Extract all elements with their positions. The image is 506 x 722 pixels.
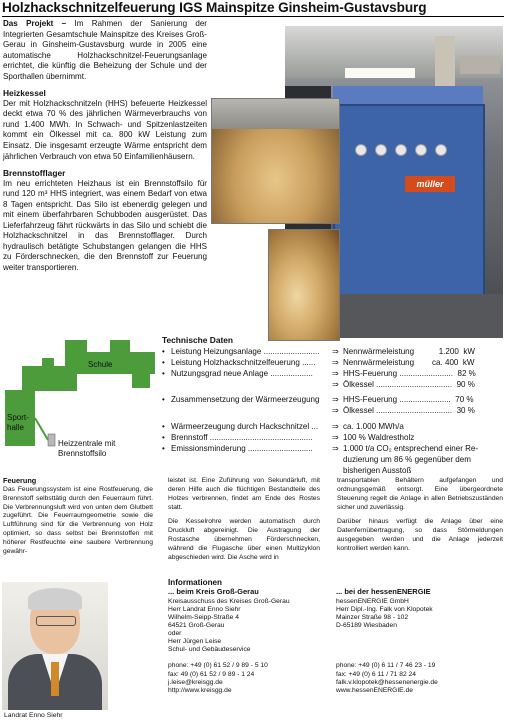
technische-daten-heading: Technische Daten xyxy=(162,335,234,345)
row-label: Wärmeerzeugung durch Hackschnitzel ... xyxy=(171,422,319,432)
row-bullet xyxy=(162,455,171,466)
row-bullet: • xyxy=(162,433,165,443)
contact-line: Kreisausschuss des Kreises Groß-Gerau xyxy=(168,598,290,606)
heizkessel-text: Der mit Holzhackschnitzeln (HHS) befeuerte Heizkessel deckt etwa 70 % des jährlichen Wärmeverbrauchs von rund 1.400 MWh. In Schwach- und Spitzenlastzeiten kommt ein Ölkessel mit ca. 800 kW Leistung zum Einsatz. Die insgesamt erzeugte Wärme entspricht dem jährlichen Verbrauch von etwa 50 Einfamilienhäusern. xyxy=(3,98,207,161)
row-value: HHS-Feuerung ....................... 70 % xyxy=(343,395,474,405)
row-value: Ölkessel .................................. 90 % xyxy=(343,379,475,389)
boiler-photo-unit xyxy=(333,104,485,303)
plan-label-sporthalle: halle xyxy=(7,423,24,432)
row-value: 1.000 t/a CO₂ entsprechend einer Re- xyxy=(343,444,479,454)
informationen-heading: Informationen xyxy=(168,578,222,587)
contact-line: 64521 Groß-Gerau xyxy=(168,622,225,630)
plan-label-heizzentrale: Brennstoffsilo xyxy=(58,449,107,458)
row-bullet: • xyxy=(162,368,165,378)
row-arrow-icon: ⇒ xyxy=(332,395,339,405)
contact-line: Herr Dipl.-Ing. Falk von Klopotek xyxy=(336,606,433,614)
informationen xyxy=(168,579,504,695)
woodchip-silo-photo xyxy=(211,98,340,224)
contact-line: oder xyxy=(168,630,182,638)
row-bullet: • xyxy=(162,346,165,356)
row-arrow-icon: ⇒ xyxy=(332,422,339,432)
boiler-photo-light xyxy=(345,68,415,78)
contact-kreis xyxy=(168,588,336,695)
technische-daten-row xyxy=(162,466,504,477)
plan-label-sporthalle: Sport- xyxy=(7,413,29,422)
contact-kreis-heading: ... beim Kreis Groß-Gerau xyxy=(168,587,259,597)
technische-daten-row xyxy=(162,444,504,455)
technische-daten xyxy=(162,335,504,477)
boiler-photo-gauge xyxy=(415,144,427,156)
feuerung-heading: Feuerung xyxy=(3,476,37,485)
feuerung-column-1 xyxy=(3,477,153,563)
plan-label-schule: Schule xyxy=(88,360,113,369)
technische-daten-row xyxy=(162,406,504,417)
row-value: 100 % Waldrestholz xyxy=(343,433,415,443)
technische-daten-row xyxy=(162,422,504,433)
feuerung-text: Die Kesselrohre werden automatisch durch Druckluft abgereinigt. Die Austragung der Rostasche übernehmen Förderschnecken, während die Flugasche über einen Multizyklon abgeschieden wird. Die Asche wird in xyxy=(168,518,320,561)
row-label: Nutzungsgrad neue Anlage ................... xyxy=(171,368,313,378)
feuerung-text: Darüber hinaus verfügt die Anlage über eine Datenfernübertragung, so dass Störmeldungen ausgegeben werden und die Anlage jederzeit kontrolliert werden kann. xyxy=(337,518,503,552)
row-arrow-icon: ⇒ xyxy=(332,433,339,443)
woodchip-silo-wall xyxy=(212,99,339,129)
contact-hessen-heading: ... bei der hessenENERGIE xyxy=(336,587,431,597)
contact-fax: fax: 49 (0) 61 52 / 9 89 - 1 24 xyxy=(168,670,255,678)
contact-line: Herr Jürgen Leise xyxy=(168,638,222,646)
row-value: Nennwärmeleistung 1.200 kW xyxy=(343,346,475,356)
contact-line: D-65189 Wiesbaden xyxy=(336,622,397,630)
boiler-brand-logo: müller xyxy=(405,176,455,192)
row-bullet: • xyxy=(162,395,165,405)
row-value: bisherigen Ausstoß xyxy=(343,465,412,475)
contact-email-link[interactable]: j.leise@kreisgg.de xyxy=(168,678,223,686)
left-column xyxy=(3,19,207,280)
row-label: Leistung Holzhackschnitzelfeuerung ...... xyxy=(171,357,316,367)
row-label: Leistung Heizungsanlage ......................... xyxy=(171,346,320,356)
technische-daten-row xyxy=(162,395,504,406)
plan-connection xyxy=(35,418,48,440)
row-bullet: • xyxy=(162,422,165,432)
row-value: duzierung um 86 % gegenüber dem xyxy=(343,454,471,464)
row-label xyxy=(171,466,332,477)
portrait-tie xyxy=(51,662,59,696)
row-label xyxy=(171,406,332,417)
row-label: Emissionsminderung ............................. xyxy=(171,444,313,454)
row-arrow-icon: ⇒ xyxy=(332,444,339,454)
contact-fax: fax: +49 (0) 6 11 / 71 82 24 xyxy=(336,670,416,678)
contact-hessenenergie xyxy=(336,588,504,695)
woodchip-closeup-photo xyxy=(268,229,340,341)
boiler-photo-gauge xyxy=(395,144,407,156)
technische-daten-row xyxy=(162,455,504,466)
feuerung-column-2 xyxy=(168,477,320,569)
feuerung-text: leistet ist. Eine Zuführung von Sekundärluft, mit deren Hilfe auch die flüchtigen Bestandteile des Holzes verbrennen, findet am Ende des Rostes statt. xyxy=(168,477,320,511)
contact-line: Wilhelm-Seipp-Straße 4 xyxy=(168,614,239,622)
row-value: Ölkessel .................................. 30 % xyxy=(343,406,475,416)
page-title: Holzhackschnitzelfeuerung IGS Mainspitze Ginsheim-Gustavsburg xyxy=(2,0,504,17)
row-arrow-icon: ⇒ xyxy=(332,357,339,367)
row-value: HHS-Feuerung ........................ 82 % xyxy=(343,368,476,378)
row-arrow-icon: ⇒ xyxy=(332,368,339,378)
row-arrow-icon: ⇒ xyxy=(332,346,339,356)
contact-line: hessenENERGIE GmbH xyxy=(336,598,409,606)
row-bullet xyxy=(162,406,171,417)
row-bullet: • xyxy=(162,444,165,454)
contact-web-link[interactable]: www.hessenENERGIE.de xyxy=(336,686,413,694)
technische-daten-row xyxy=(162,380,504,391)
contact-phone: phone: +49 (0) 6 11 / 7 46 23 - 19 xyxy=(336,662,436,670)
row-bullet xyxy=(162,466,171,477)
plan-label-heizzentrale: Heizzentrale mit xyxy=(58,439,116,448)
plan-heizzentrale xyxy=(48,434,55,446)
contact-line: Schul- und Gebäudeservice xyxy=(168,646,251,654)
technische-daten-row xyxy=(162,433,504,444)
intro-text: Im Rahmen der Sanierung der Integrierten Gesamtschule Mainspitze des Kreises Groß-Gerau in Ginsheim-Gustavsburg wurde in 2005 eine automatische Holzhackschnitzel-Feuerungsanlage errichtet, die künftig die Beheizung der Schule und der Sporthallen übernimmt. xyxy=(3,19,207,81)
intro-paragraph xyxy=(3,19,207,82)
contact-phone: phone: +49 (0) 61 52 / 9 89 - 5 10 xyxy=(168,662,268,670)
technische-daten-rows xyxy=(162,347,504,477)
boiler-photo-gauge xyxy=(435,144,447,156)
plan-building xyxy=(42,358,54,370)
boiler-photo-gauge xyxy=(355,144,367,156)
brennstofflager-heading: Brennstofflager xyxy=(3,168,66,179)
boiler-photo-gauge xyxy=(375,144,387,156)
row-value: Nennwärmeleistung ca. 400 kW xyxy=(343,357,475,367)
brennstofflager-text: Im neu errichteten Heizhaus ist ein Brennstoffsilo für rund 120 m³ HHS integriert, was einem Bedarf von etwa 8 Tagen entspricht. Das Silo ist ebenerdig gelegen und mit einem überfahrbaren Schubboden ausgerüstet. Das Lieferfahrzeug fährt rückwärts in das Silo und schiebt die Holzhackschnitzel in das Brennstofflager. Durch hydraulisch betätigte Schubstangen gelangen die HHS zu Förderschnecken, die den Brennstoff zur Feuerung weiter transportieren. xyxy=(3,178,207,273)
row-arrow-icon: ⇒ xyxy=(332,379,339,389)
portrait-photo xyxy=(2,582,108,710)
contact-email-link[interactable]: falk.v.klopotek@hessenenergie.de xyxy=(336,678,438,686)
feuerung-column-3 xyxy=(337,477,503,560)
feuerung-text: Das Feuerungssystem ist eine Rostfeuerung, die Brennstoff selbsttätig durch den Feuerraum führt. Die Verbrennungsluft wird von unten dem Glutbett zugeführt. Die Feuerraumgeometrie sowie die Luftführung sind für die Verbrennung von Holz optimiert, so dass selbst bei Brennstoffen mit höherer Restfeuchte eine saubere Verbrennung gewähr- xyxy=(3,485,153,555)
row-bullet: • xyxy=(162,357,165,367)
row-bullet xyxy=(162,380,171,391)
portrait-glasses xyxy=(36,616,76,626)
contact-line: Mainzer Straße 98 - 102 xyxy=(336,614,409,622)
boiler-photo-pipe xyxy=(460,56,500,74)
plan-building xyxy=(110,340,130,356)
row-arrow-icon: ⇒ xyxy=(332,406,339,416)
technische-daten-row xyxy=(162,347,504,358)
heizkessel-heading: Heizkessel xyxy=(3,88,46,99)
portrait-caption: Landrat Enno Siehr xyxy=(4,712,63,719)
row-arrow-icon xyxy=(332,455,343,466)
site-plan-diagram xyxy=(0,340,160,470)
technische-daten-row xyxy=(162,358,504,369)
row-arrow-icon xyxy=(332,466,343,477)
plan-building xyxy=(132,358,150,388)
technische-daten-row xyxy=(162,369,504,380)
row-label: Brennstoff .............................................. xyxy=(171,433,313,443)
row-label: Zusammensetzung der Wärmeerzeugung xyxy=(171,395,320,405)
intro-lead: Das Projekt – xyxy=(3,19,75,28)
row-label xyxy=(171,380,332,391)
contact-web-link[interactable]: http://www.kreisgg.de xyxy=(168,686,232,694)
row-label xyxy=(171,455,332,466)
portrait-hair xyxy=(28,588,82,610)
row-value: ca. 1.000 MWh/a xyxy=(343,422,404,432)
feuerung-text: transportablen Behältern aufgefangen und ordnungsgemäß entsorgt. Eine übergeordnete Steuerung regelt die Anlage in allen Betriebszuständen sicher und zuverlässig. xyxy=(337,477,503,511)
contact-line: Herr Landrat Enno Siehr xyxy=(168,606,241,614)
